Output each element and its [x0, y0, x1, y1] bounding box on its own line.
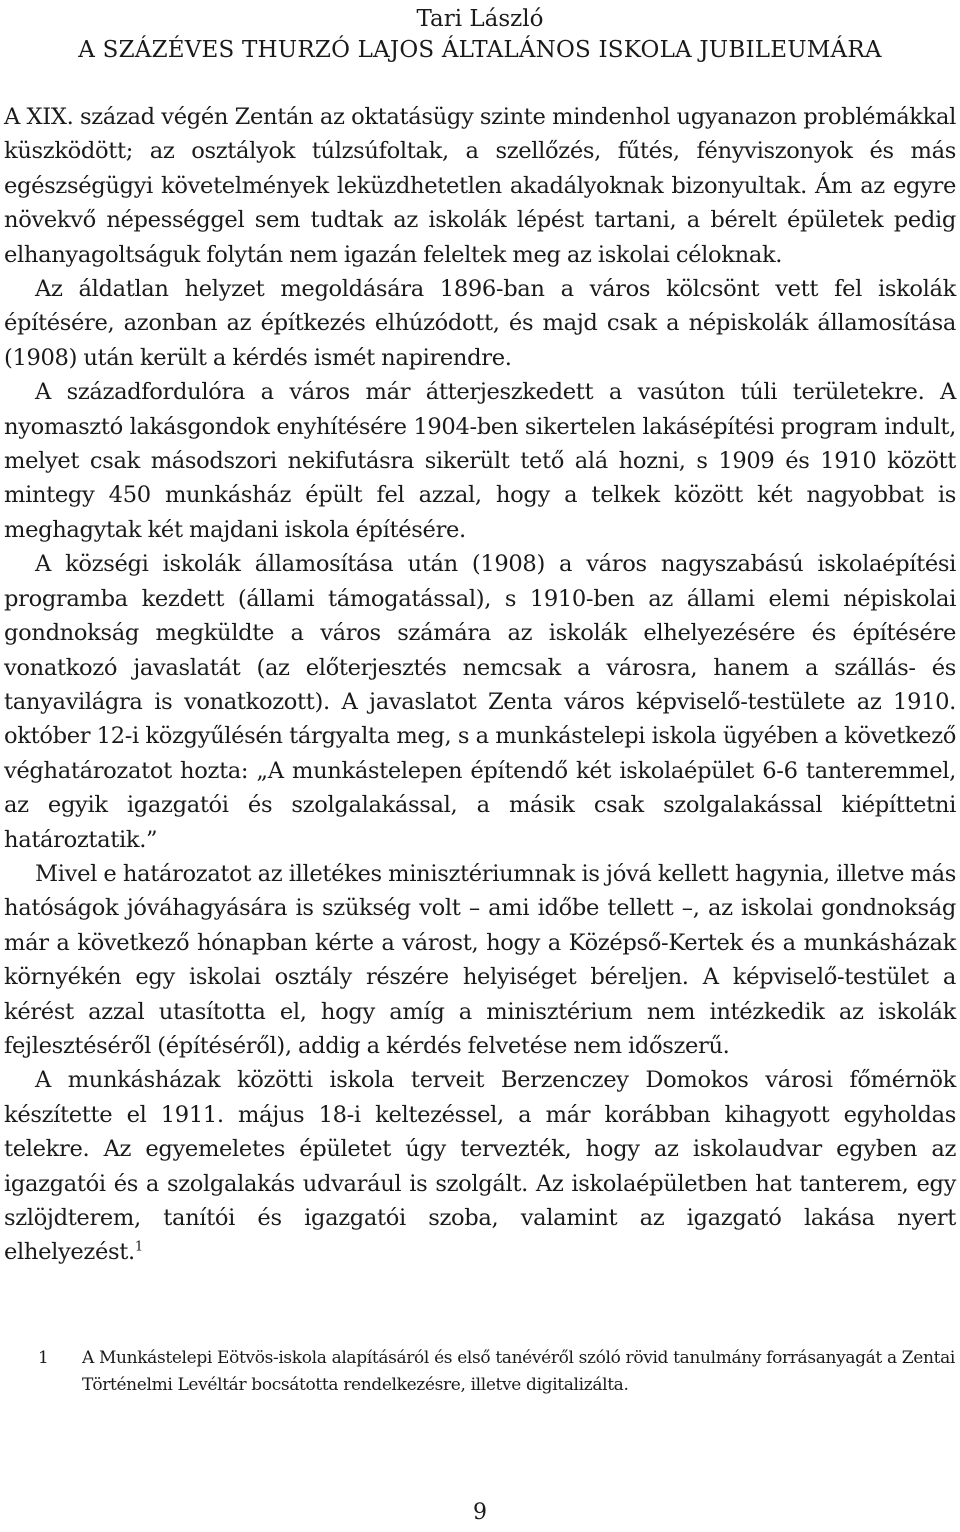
article-body: [4, 100, 956, 1270]
paragraph: A XIX. század végén Zentán az oktatásügy szinte mindenhol ugyanazon problémákkal küszködött; az osztályok túlzsúfoltak, a szellőzés, fűtés, fényviszonyok és más egészségügyi követelmények leküzdhetetlen akadályoknak bizonyultak. Ám az egyre növekvő népességgel sem tudtak az iskolák lépést tartani, a bérelt épületek pedig elhanyagoltságuk folytán nem igazán feleltek meg az iskolai céloknak.: [4, 104, 956, 268]
article-title: A SZÁZÉVES THURZÓ LAJOS ÁLTALÁNOS ISKOLA JUBILEUMÁRA: [78, 37, 882, 63]
paragraph: [4, 1063, 956, 1269]
footnote-text: A Munkástelepi Eötvös-iskola alapításáról és első tanévéről szóló rövid tanulmány forrásanyagát a Zentai Történelmi Levéltár bocsátotta rendelkezésre, illetve digitalizálta.: [82, 1348, 955, 1395]
paragraph: Mivel e határozatot az illetékes minisztériumnak is jóvá kellett hagynia, illetve más hatóságok jóváhagyására is szükség volt – ami időbe tellett –, az iskolai gondnokság már a következő hónapban kérte a várost, hogy a Középső-Kertek és a munkásházak környékén egy iskolai osztály részére helyiséget béreljen. A képviselő-testület a kérést azzal utasította el, hogy amíg a minisztérium nem intézkedik az iskolák fejlesztéséről (építéséről), addig a kérdés felvetése nem időszerű.: [4, 860, 956, 1059]
paragraph: A századfordulóra a város már átterjeszkedett a vasúton túli területekre. A nyomasztó lakásgondok enyhítésére 1904-ben sikertelen lakásépítési program indult, melyet csak másodszori nekifutásra sikerült tető alá hozni, s 1909 és 1910 között mintegy 450 munkásház épült fel azzal, hogy a telkek között két nagyobbat is meghagytak két majdani iskola építésére.: [4, 379, 956, 543]
footnote-number: 1: [38, 1348, 49, 1368]
paragraph-text: A munkásházak közötti iskola terveit Berzenczey Domokos városi főmérnök készítette el 1911. május 18-i keltezéssel, a már korábban kihagyott egyholdas telekre. Az egyemeletes épületet úgy tervezték, hogy az iskolaudvar egyben az igazgatói és a szolgalakás udvarául is szolgált. Az iskolaépületben hat tanterem, egy szlöjdterem, tanítói és igazgatói szoba, valamint az igazgató lakása nyert elhelyezést.: [4, 1067, 956, 1266]
paragraph: Az áldatlan helyzet megoldására 1896-ban a város kölcsönt vett fel iskolák építésére, azonban az építkezés elhúzódott, és majd csak a népiskolák államosítása (1908) után került a kérdés ismét napirendre.: [4, 276, 956, 371]
author-name: Tari László: [416, 6, 544, 32]
footnote: [38, 1345, 958, 1399]
page-number: 9: [473, 1500, 487, 1525]
paragraph: A községi iskolák államosítása után (1908) a város nagyszabású iskolaépítési programba kezdett (állami támogatással), s 1910-ben az állami elemi népiskolai gondnokság megküldte a város számára az iskolák elhelyezésére és építésére vonatkozó javaslatát (az előterjesztés nemcsak a városra, hanem a szállás- és tanyavilágra is vonatkozott). A javaslatot Zenta város képviselő-testülete az 1910. október 12-i közgyűlésén tárgyalta meg, s a munkástelepi iskola ügyében a következő véghatározatot hozta: „A munkástelepen építendő két iskolaépület 6-6 tanteremmel, az egyik igazgatói és szolgalakással, a másik csak szolgalakással kiépíttetni határoztatik.”: [4, 551, 956, 853]
footnotes: [38, 1345, 958, 1399]
footnote-reference[interactable]: 1: [134, 1239, 143, 1255]
